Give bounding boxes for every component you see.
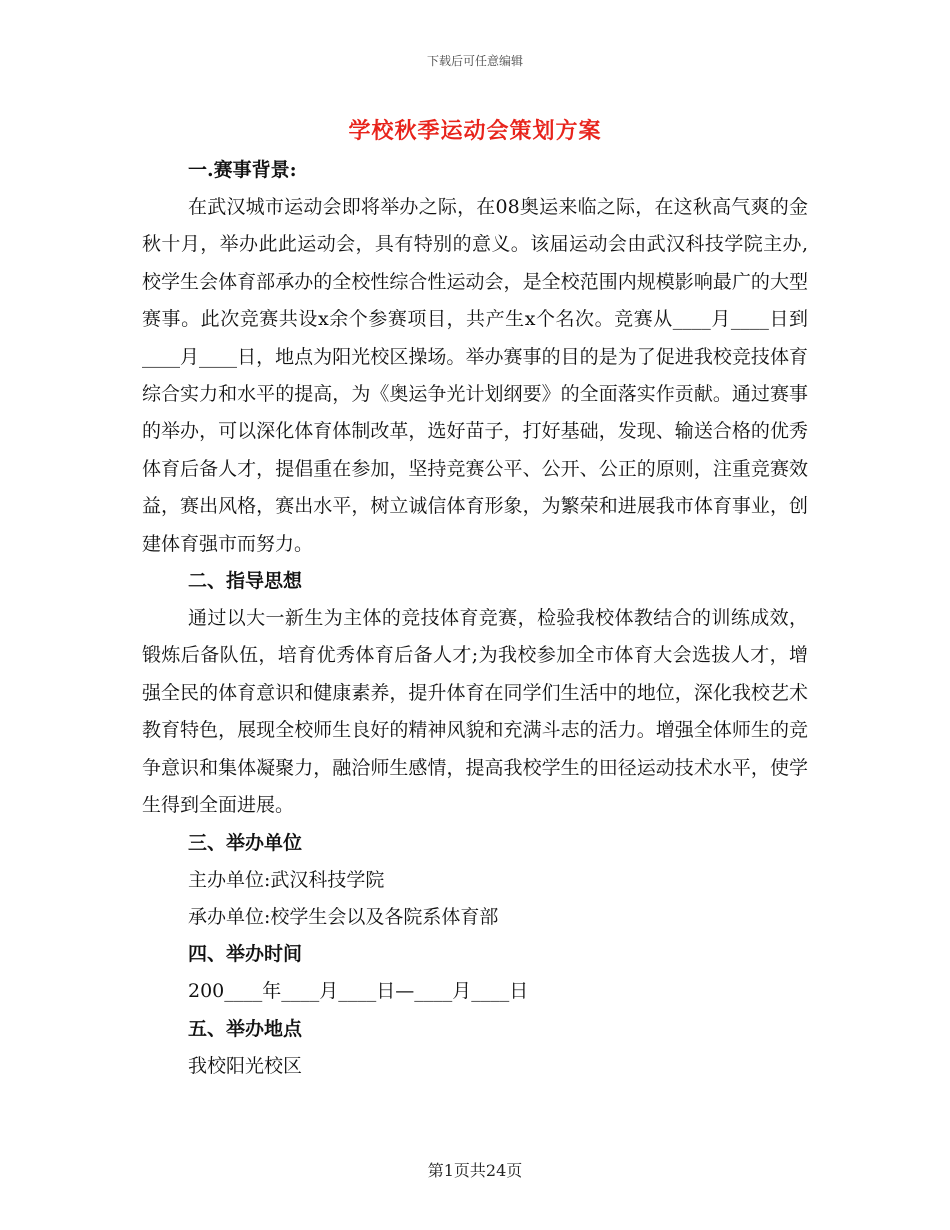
section-heading-hosts: 三、举办单位 xyxy=(188,831,303,854)
host-unit-line: 主办单位:武汉科技学院 xyxy=(188,868,385,891)
event-time-line: 200____年____月____日—____月____日 xyxy=(188,980,529,1003)
header-note: 下载后可任意编辑 xyxy=(426,54,523,68)
organizer-unit-line: 承办单位:校学生会以及各院系体育部 xyxy=(188,905,499,928)
document-title: 学校秋季运动会策划方案 xyxy=(348,118,602,144)
page-number-indicator: 第1页共24页 xyxy=(427,1161,523,1180)
section-heading-background: 一.赛事背景: xyxy=(188,159,297,181)
section-paragraph-guiding-idea: 通过以大一新生为主体的竞技体育竞赛，检验我校体教结合的训练成效，锻炼后备队伍，培育优秀体育后备人才;为我校参加全市体育大会选拔人才，增强全民的体育意识和健康素养，提升体育在同学们生活中的地位，深化我校艺术教育特色，展现全校师生良好的精神风貌和充满斗志的活力。增强全体师生的竞争意识和集体凝聚力，融洽师生感情，提高我校学生的田径运动技术水平，使学生得到全面进展。 xyxy=(142,607,808,817)
section-paragraph-background: 在武汉城市运动会即将举办之际，在08奥运来临之际，在这秋高气爽的金秋十月，举办此此运动会，具有特别的意义。该届运动会由武汉科技学院主办,校学生会体育部承办的全校性综合性运动会，是全校范围内规模影响最广的大型赛事。此次竞赛共设x余个参赛项目，共产生x个名次。竞赛从____月____日到____月____日，地点为阳光校区操场。举办赛事的目的是为了促进我校竞技体育综合实力和水平的提高，为《奥运争光计划纲要》的全面落实作贡献。通过赛事的举办，可以深化体育体制改革，选好苗子，打好基础，发现、输送合格的优秀体育后备人才，提倡重在参加，坚持竞赛公平、公开、公正的原则，注重竞赛效益，赛出风格，赛出水平，树立诚信体育形象，为繁荣和进展我市体育事业，创建体育强市而努力。 xyxy=(142,196,808,555)
section-heading-time: 四、举办时间 xyxy=(188,943,303,966)
document-body xyxy=(142,152,808,1085)
section-heading-guiding-idea: 二、指导思想 xyxy=(188,570,303,593)
event-place-line: 我校阳光校区 xyxy=(188,1054,303,1077)
section-heading-place: 五、举办地点 xyxy=(188,1017,303,1040)
